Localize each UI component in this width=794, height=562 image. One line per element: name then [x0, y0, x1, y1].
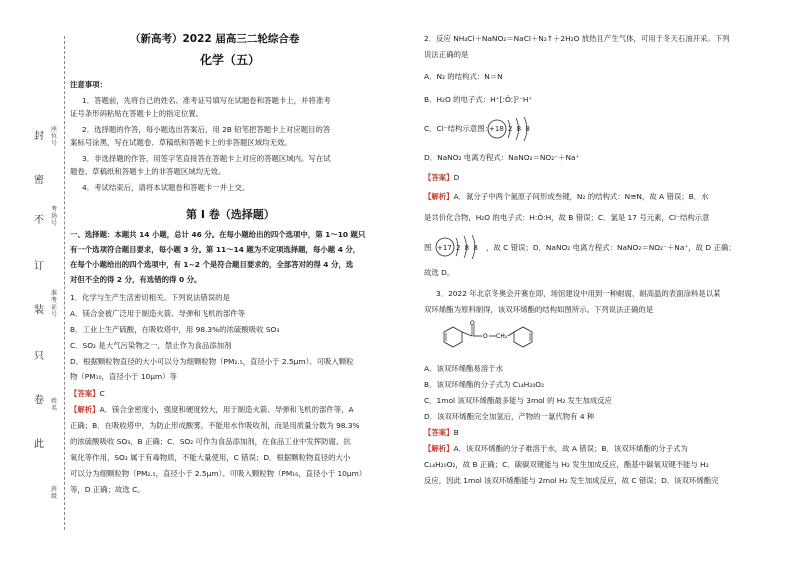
q2-analysis-line: 图: [424, 243, 432, 252]
q1-option-a: A．镁合金被广泛用于制造火箭、导弹和飞机的部件等: [70, 309, 246, 318]
q3-stem: 双环烯酯为原料制得，该双环烯酯的结构如图所示。下列说法正确的是: [424, 305, 654, 314]
nucleus-charge: +18: [489, 125, 504, 133]
electron-shells: 2 8 8: [456, 244, 479, 252]
binding-char: 装: [34, 305, 44, 316]
binding-line: [64, 36, 65, 530]
q1-analysis-line: 的浓硫酸吸收 SO₃，B 正确；C．SO₂ 可作为食品添加剂，在食品工业中发挥防腐、抗: [70, 437, 351, 446]
section-intro: 一、选择题：本题共 14 小题，总计 46 分。在每小题给出的四个选项中，第 1～10 题只: [70, 230, 366, 239]
section-intro: 对但不全的得 2 分，有选错的得 0 分。: [70, 275, 202, 284]
answer-value: D: [453, 173, 460, 182]
binding-char: 此: [34, 439, 44, 450]
q3-analysis-line: 反应，因此 1mol 该双环烯酯能与 2mol H₂ 发生加成反应，故 C 错误；D．该双环烯酯完: [424, 476, 719, 485]
notes-item: 案标号涂黑，写在试题卷、草稿纸和答题卡上的非答题区域均无效。: [70, 138, 292, 147]
question-1-stem: 1．化学与生产生活密切相关。下列说法错误的是: [70, 293, 230, 302]
binding-char: 卷: [34, 395, 44, 406]
notes-item: 证号条形码粘贴在答题卡上的指定位置。: [70, 109, 204, 118]
analysis-tag: 【解析】: [70, 405, 100, 414]
q2-option-d: D．NaNO₂ 电离方程式：NaNO₂＝NO₂⁻＋Na⁺: [424, 153, 580, 162]
q1-answer: [70, 389, 105, 399]
class-label: 班级: [51, 486, 58, 500]
notes-item: 2．选择题的作答，每小题选出答案后，用 2B 铅笔把答题卡上对应题目的答: [82, 125, 331, 134]
analysis-tag: 【解析】: [424, 192, 454, 201]
binding-char: 不: [34, 215, 44, 226]
answer-value: C: [99, 389, 105, 398]
q3-option-c: C．1mol 该双环烯酯最多能与 3mol 的 H₂ 发生加成反应: [424, 396, 613, 405]
q3-analysis-line: C₁₄H₂₀O₂，故 B 正确；C．碳碳双键能与 H₂ 发生加成反应，酯基中碳氧双键不能与 H₂: [424, 460, 709, 469]
q1-option-d-cont: 物（PM₁₀，直径小于 10μm）等: [70, 372, 177, 381]
q3-analysis-line: [424, 444, 688, 454]
binding-char: 只: [34, 351, 44, 362]
exam-subtitle: 化学（五）: [200, 53, 261, 67]
q1-analysis-line: 可以分为细颗粒物（PM₂.₅，直径小于 2.5μm）、可吸入颗粒物（PM₁₀，直径小于 10μm）: [70, 469, 367, 478]
electron-formula: H⁺[:Ö:]²⁻H⁺: [490, 95, 533, 104]
option-b-prefix: B．H₂O 的电子式：: [424, 95, 491, 104]
svg-text:O: O: [483, 333, 488, 340]
q1-analysis-line: 正确；B．在吸收塔中，为防止形成酸雾，不能用水作吸收剂，而是用质量分数为 98.3%: [70, 421, 360, 430]
q2-stem: 2．反应 NH₄Cl＋NaNO₂＝NaCl＋N₂↑＋2H₂O 放热且产生气体，可用于冬天石油开采。下列: [424, 34, 730, 43]
analysis-text: A．该双环烯酯的分子难溶于水，故 A 错误；B．该双环烯酯的分子式为: [453, 444, 688, 453]
q1-analysis-line: 氧化等作用，SO₂ 属于有毒物质，不能大量使用，C 错误；D．根据颗粒物直径的大小: [70, 453, 351, 462]
q1-analysis-line: 等，D 正确；故选 C。: [70, 485, 145, 494]
notes-item: 3．非选择题的作答，用签字笔直接答在答题卡上对应的答题区域内。写在试: [82, 154, 331, 163]
section-intro: 在每个小题给出的四个选项中，有 1~2 个是符合题目要求的，全部答对的得 4 分，选: [70, 260, 354, 269]
notes-item: 4．考试结束后，请将本试题卷和答题卡一并上交。: [82, 183, 250, 192]
q2-analysis-line: 故选 D。: [424, 268, 455, 277]
q2-analysis-line: 是共价化合物，H₂O 的电子式：H:Ö:H，故 B 错误；C．氯是 17 号元素，Cl⁻结构示意: [424, 213, 710, 222]
notes-heading: 注意事项：: [70, 80, 107, 89]
q2-option-c: C．Cl⁻结构示意图：: [424, 124, 493, 133]
q3-answer: [424, 428, 459, 438]
svg-text:CH₂: CH₂: [496, 333, 508, 340]
q2-analysis-line: ，故 C 错误；D．NaNO₂ 电离方程式：NaNO₂＝NO₂⁻＋Na⁺，故 D 正确；: [486, 243, 736, 252]
binding-char: 订: [34, 261, 44, 272]
q2-answer: [424, 173, 459, 183]
q2-stem: 说法正确的是: [424, 50, 469, 59]
exam-title: （新高考）2022 届高三二轮综合卷: [130, 33, 300, 45]
q1-option-b: B．工业上生产硫酸，在吸收塔中，用 98.3%的浓硫酸吸收 SO₃: [70, 325, 280, 334]
q1-analysis-line: [70, 405, 354, 415]
bicyclic-ester-structure: [434, 320, 554, 358]
seat-number-label: 座位号: [51, 126, 58, 147]
analysis-text: A．镁合金密度小，强度和硬度较大，用于制造火箭、导弹和飞机的部件等，A: [99, 405, 354, 414]
q2-option-b: [424, 95, 532, 105]
q3-option-d: D．该双环烯酯完全加氢后，产物的一氯代物有 4 种: [424, 412, 595, 421]
section-intro: 有一个选项符合题目要求，每小题 3 分。第 11～14 题为不定项选择题，每小题 4 分，: [70, 245, 361, 254]
answer-tag: 【答案】: [70, 389, 100, 398]
q3-option-b: B．该双环烯酯的分子式为 C₁₄H₂₀O₂: [424, 380, 545, 389]
analysis-text: A．氮分子中两个氮原子间形成叁键，N₂ 的结构式：N≡N，故 A 错误；B．水: [453, 192, 709, 201]
answer-tag: 【答案】: [424, 428, 454, 437]
binding-char: 密: [34, 175, 44, 186]
q1-option-d: D．根据颗粒物直径的大小可以分为细颗粒物（PM₂.₅，直径小于 2.5μm）、可吸入颗粒: [70, 357, 354, 366]
q3-option-a: A．该双环烯酯易溶于水: [424, 364, 503, 373]
electron-shells: 2 8 8: [508, 125, 531, 133]
svg-text:O: O: [470, 320, 475, 327]
notes-item: 1．答题前，先将自己的姓名、准考证号填写在试题卷和答题卡上，并将准考: [82, 96, 331, 105]
admission-number-label: 准考证号: [51, 290, 58, 318]
notes-item: 题卷、草稿纸和答题卡上的非答题区域均无效。: [70, 167, 226, 176]
answer-tag: 【答案】: [424, 173, 454, 182]
q1-option-c: C．SO₂ 是大气污染物之一，禁止作为食品添加剂: [70, 341, 232, 350]
name-label: 姓名: [51, 398, 58, 412]
q2-analysis-line: [424, 192, 709, 202]
exam-room-label: 考场号: [51, 206, 58, 227]
section-title: 第 I 卷（选择题）: [186, 208, 275, 221]
q3-stem: 3．2022 年北京冬奥会开赛在即，场馆建设中用到一种耐腐、耐高温的表面涂料是以某: [436, 289, 721, 298]
q2-option-a: A．N₂ 的结构式：N＝N: [424, 72, 503, 81]
analysis-tag: 【解析】: [424, 444, 454, 453]
binding-char: 封: [34, 131, 44, 142]
answer-value: B: [453, 428, 459, 437]
nucleus-charge: +17: [437, 244, 452, 252]
